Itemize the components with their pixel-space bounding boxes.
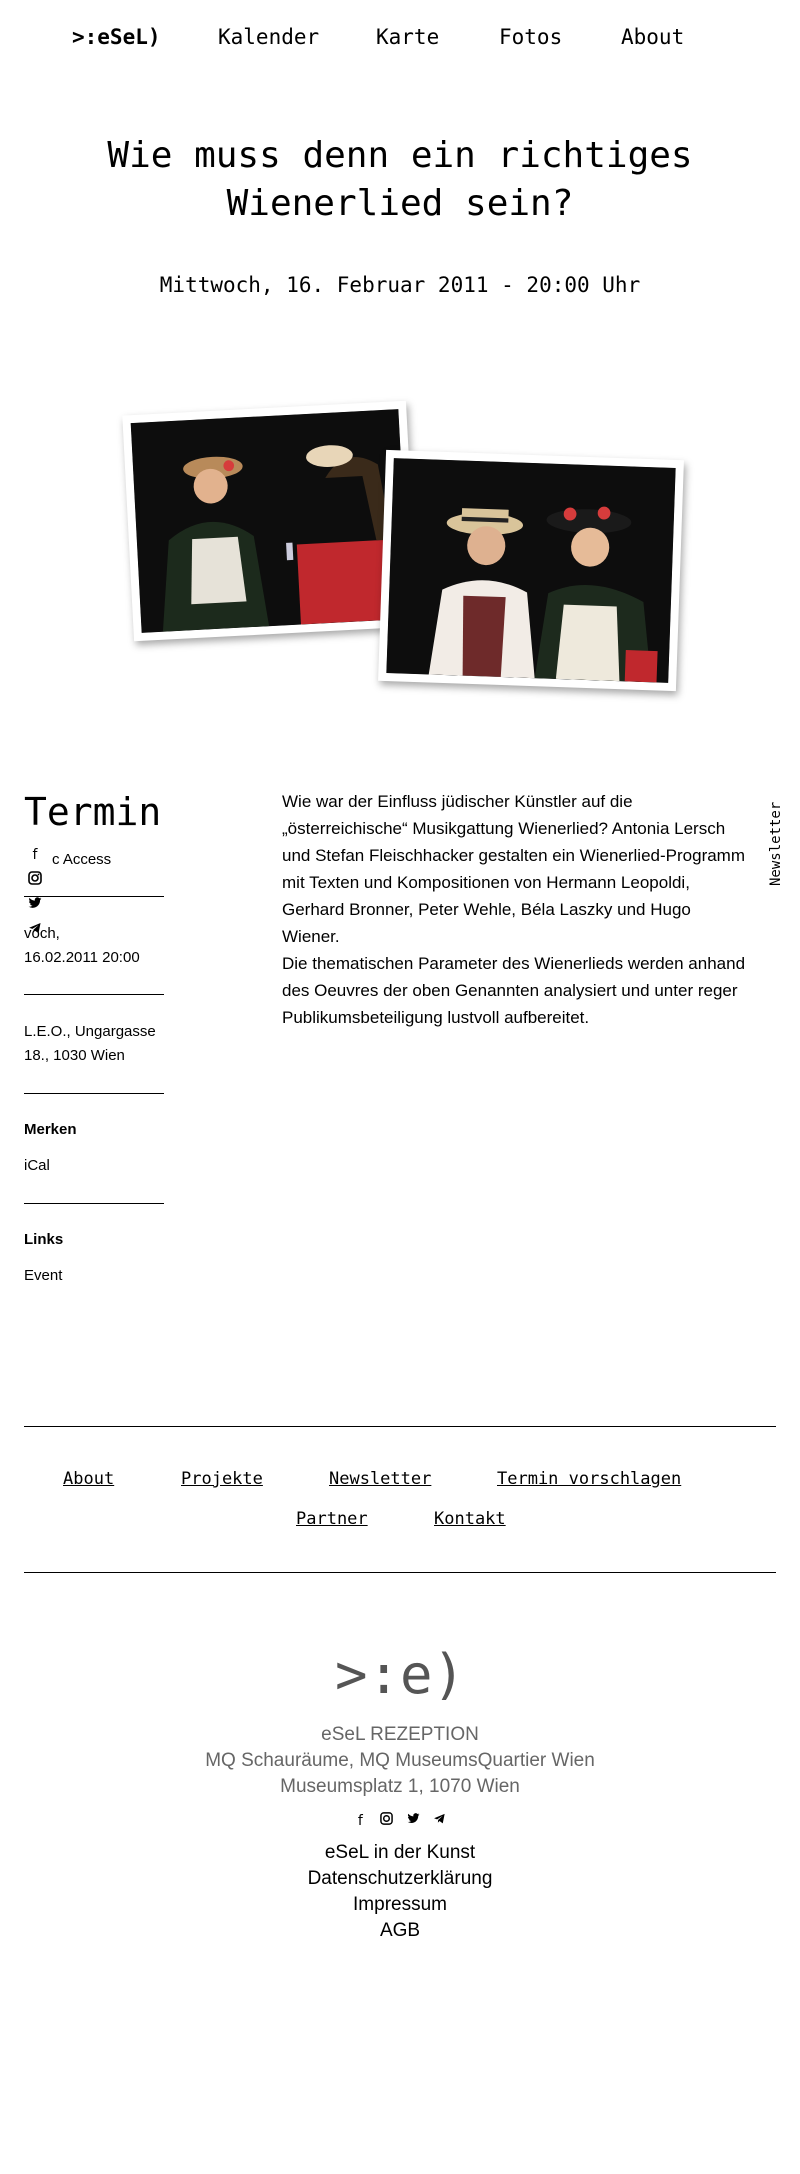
footer-address-venue: MQ Schauräume, MQ MuseumsQuartier Wien (205, 1750, 595, 1771)
photo-singer-at-table (131, 409, 410, 633)
event-location: L.E.O., Ungargasse 18., 1030 Wien (24, 1023, 156, 1064)
event-photo-1[interactable] (122, 401, 417, 642)
event-link[interactable]: Event (24, 1267, 63, 1284)
divider (24, 1093, 164, 1094)
facebook-icon[interactable]: f (32, 847, 38, 863)
footer-logo: >:e) (334, 1643, 466, 1706)
facebook-icon[interactable]: f (357, 1813, 363, 1829)
footer-link-datenschutz[interactable]: Datenschutzerklärung (307, 1868, 493, 1889)
footer-divider-top (24, 1426, 776, 1427)
footer-address-street: Museumsplatz 1, 1070 Wien (280, 1776, 520, 1797)
top-nav (0, 22, 800, 52)
footer-divider-bottom (24, 1572, 776, 1573)
footer-address-name: eSeL REZEPTION (321, 1724, 479, 1745)
footer-link-agb[interactable]: AGB (379, 1920, 421, 1941)
newsletter-side-tab[interactable]: Newsletter (768, 801, 784, 886)
footer-link-partner[interactable]: Partner (296, 1509, 368, 1529)
footer-link-kontakt[interactable]: Kontakt (434, 1509, 506, 1529)
event-date: Mittwoch, 16. Februar 2011 - 20:00 Uhr (159, 273, 641, 297)
footer-link-termin-vorschlagen[interactable]: Termin vorschlagen (497, 1469, 682, 1489)
brand-logo-link[interactable]: >:eSeL) (72, 25, 161, 49)
twitter-icon[interactable] (26, 896, 44, 915)
twitter-icon[interactable] (402, 1812, 424, 1829)
instagram-icon[interactable] (26, 871, 44, 890)
divider (24, 1203, 164, 1204)
ical-link[interactable]: iCal (24, 1157, 50, 1174)
page-title: Wie muss denn ein richtiges Wienerlied sein? (107, 135, 693, 224)
access-info: c Access (52, 851, 112, 868)
event-date-short: voch, 16.02.2011 20:00 (24, 925, 140, 966)
termin-heading: Termin (24, 790, 162, 834)
nav-fotos[interactable]: Fotos (499, 25, 563, 49)
divider (24, 896, 164, 897)
telegram-icon[interactable] (429, 1812, 451, 1829)
footer-link-about[interactable]: About (63, 1469, 115, 1489)
footer-link-newsletter[interactable]: Newsletter (329, 1469, 432, 1489)
nav-about[interactable]: About (621, 25, 685, 49)
photo-duo-performers (386, 458, 675, 683)
event-photo-2[interactable] (378, 450, 684, 691)
divider (24, 994, 164, 995)
links-label: Links (24, 1231, 64, 1248)
merken-label: Merken (24, 1121, 77, 1138)
footer-link-impressum[interactable]: Impressum (353, 1894, 447, 1915)
footer-link-projekte[interactable]: Projekte (181, 1469, 263, 1489)
footer-link-esel-in-der-kunst[interactable]: eSeL in der Kunst (324, 1842, 476, 1863)
instagram-icon[interactable] (376, 1812, 398, 1829)
nav-kalender[interactable]: Kalender (218, 25, 320, 49)
nav-karte[interactable]: Karte (376, 25, 440, 49)
footer-social-icons (0, 1812, 800, 1829)
event-description: Wie war der Einfluss jüdischer Künstler auf die „österreichische“ Musikgattung Wienerlied? Antonia Lersch und Stefan Fleischhacker gestalten ein Wienerlied-Programm mit Texten und Kompositionen von Hermann Leopoldi, Gerhard Bronner, Peter Wehle, Béla Laszky und Hugo Wiener. Die thematischen Parameter des Wienerlieds werden anhand des Oeuvres der oben Genannten analysiert und unter reger Publikumsbeteiligung lustvoll aufbereitet. (282, 792, 746, 1027)
